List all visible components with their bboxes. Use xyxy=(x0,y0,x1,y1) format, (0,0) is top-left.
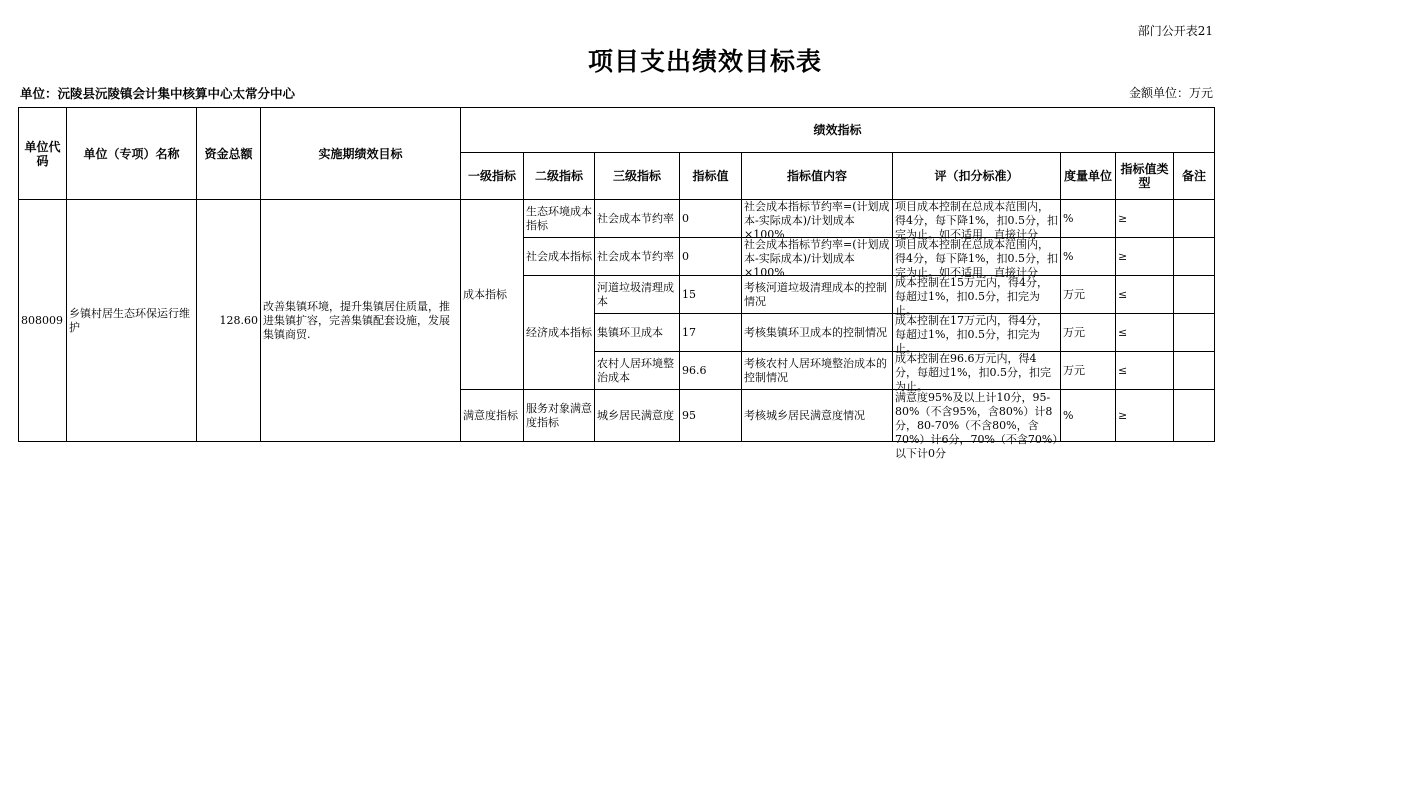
value-cell: 0 xyxy=(680,238,742,276)
header-level3: 三级指标 xyxy=(595,153,680,200)
header-remark: 备注 xyxy=(1174,153,1215,200)
project-goal: 改善集镇环境，提升集镇居住质量，推进集镇扩容，完善集镇配套设施，发展集镇商贸. xyxy=(261,200,461,442)
content-text: 考核城乡居民满意度情况 xyxy=(744,408,865,422)
type-cell: ≤ xyxy=(1116,314,1174,352)
header-value-content: 指标值内容 xyxy=(742,153,893,200)
level2-social-cost: 社会成本指标 xyxy=(524,238,595,276)
level3-cell: 城乡居民满意度 xyxy=(595,390,680,442)
header-row-1 xyxy=(19,108,1215,153)
criteria-text: 成本控制在96.6万元内，得4分，每超过1%，扣0.5分，扣完为止。 xyxy=(895,352,1051,393)
unit-cell: 万元 xyxy=(1061,352,1116,390)
type-cell: ≥ xyxy=(1116,390,1174,442)
content-cell xyxy=(742,314,893,352)
header-unit-code: 单位代码 xyxy=(19,108,67,200)
content-cell xyxy=(742,238,893,279)
level2-eco-cost: 生态环境成本指标 xyxy=(524,200,595,238)
performance-table xyxy=(18,107,1215,460)
criteria-cell xyxy=(893,200,1061,241)
table-row xyxy=(19,200,1215,238)
level1-satisfaction: 满意度指标 xyxy=(461,390,524,442)
level3-cell: 社会成本节约率 xyxy=(595,238,680,276)
unit-cell: % xyxy=(1061,200,1116,238)
content-cell xyxy=(742,352,893,390)
header-level1: 一级指标 xyxy=(461,153,524,200)
header-value-type: 指标值类型 xyxy=(1116,153,1174,200)
content-text: 考核河道垃圾清理成本的控制情况 xyxy=(744,280,887,308)
value-cell: 17 xyxy=(680,314,742,352)
header-indicators: 绩效指标 xyxy=(461,108,1215,153)
unit-cell: 万元 xyxy=(1061,276,1116,314)
project-name: 乡镇村居生态环保运行维护 xyxy=(67,200,197,442)
content-text: 社会成本指标节约率=(计划成本-实际成本)/计划成本×100% xyxy=(744,200,890,241)
project-funds: 128.60 xyxy=(197,200,261,442)
level3-cell: 河道垃圾清理成本 xyxy=(595,276,680,314)
level3-cell: 集镇环卫成本 xyxy=(595,314,680,352)
value-cell: 0 xyxy=(680,200,742,238)
remark-cell xyxy=(1174,200,1215,238)
criteria-cell xyxy=(893,314,1061,355)
level1-cost: 成本指标 xyxy=(461,200,524,390)
level3-cell: 社会成本节约率 xyxy=(595,200,680,238)
remark-cell xyxy=(1174,314,1215,352)
level2-service-satisfaction: 服务对象满意度指标 xyxy=(524,390,595,442)
remark-cell xyxy=(1174,390,1215,442)
criteria-cell xyxy=(893,238,1061,279)
content-text: 考核农村人居环境整治成本的控制情况 xyxy=(744,356,887,384)
header-total-funds: 资金总额 xyxy=(197,108,261,200)
form-number: 部门公开表21 xyxy=(1137,24,1213,38)
remark-cell xyxy=(1174,238,1215,276)
criteria-text: 项目成本控制在总成本范围内，得4分，每下降1%，扣0.5分，扣完为止。如不适用，直接计分 xyxy=(895,238,1058,279)
header-measure-unit: 度量单位 xyxy=(1061,153,1116,200)
remark-cell xyxy=(1174,276,1215,314)
header-level2: 二级指标 xyxy=(524,153,595,200)
content-cell xyxy=(742,200,893,241)
amount-unit: 金额单位：万元 xyxy=(1128,86,1213,100)
type-cell: ≤ xyxy=(1116,276,1174,314)
type-cell: ≥ xyxy=(1116,238,1174,276)
content-cell xyxy=(742,390,893,442)
level3-cell: 农村人居环境整治成本 xyxy=(595,352,680,390)
header-value: 指标值 xyxy=(680,153,742,200)
criteria-text: 项目成本控制在总成本范围内，得4分，每下降1%，扣0.5分，扣完为止。如不适用，直接计分 xyxy=(895,200,1058,241)
value-cell: 15 xyxy=(680,276,742,314)
content-text: 考核集镇环卫成本的控制情况 xyxy=(744,325,887,339)
value-cell: 95 xyxy=(680,390,742,442)
criteria-cell xyxy=(893,352,1061,393)
value-cell: 96.6 xyxy=(680,352,742,390)
page-title: 项目支出绩效目标表 xyxy=(587,47,822,76)
criteria-text: 成本控制在15万元内，得4分，每超过1%，扣0.5分，扣完为止。 xyxy=(895,276,1048,317)
criteria-text: 满意度95%及以上计10分，95-80%（不含95%，含80%）计8分，80-70%（不含80%，含70%）计6分，70%（不含70%）以下计0分 xyxy=(895,390,1058,460)
unit-label: 单位：沅陵县沅陵镇会计集中核算中心太常分中心 xyxy=(20,86,296,101)
content-cell xyxy=(742,276,893,314)
unit-cell: % xyxy=(1061,390,1116,442)
unit-cell: 万元 xyxy=(1061,314,1116,352)
criteria-cell xyxy=(893,390,1061,460)
level2-econ-cost: 经济成本指标 xyxy=(524,276,595,390)
type-cell: ≥ xyxy=(1116,200,1174,238)
header-goal: 实施期绩效目标 xyxy=(261,108,461,200)
criteria-cell xyxy=(893,276,1061,317)
content-text: 社会成本指标节约率=(计划成本-实际成本)/计划成本×100% xyxy=(744,238,890,279)
header-unit-name: 单位（专项）名称 xyxy=(67,108,197,200)
project-code: 808009 xyxy=(19,200,67,442)
criteria-text: 成本控制在17万元内，得4分，每超过1%，扣0.5分，扣完为止。 xyxy=(895,314,1048,355)
unit-cell: % xyxy=(1061,238,1116,276)
remark-cell xyxy=(1174,352,1215,390)
header-criteria: 评（扣分标准） xyxy=(893,153,1061,200)
type-cell: ≤ xyxy=(1116,352,1174,390)
